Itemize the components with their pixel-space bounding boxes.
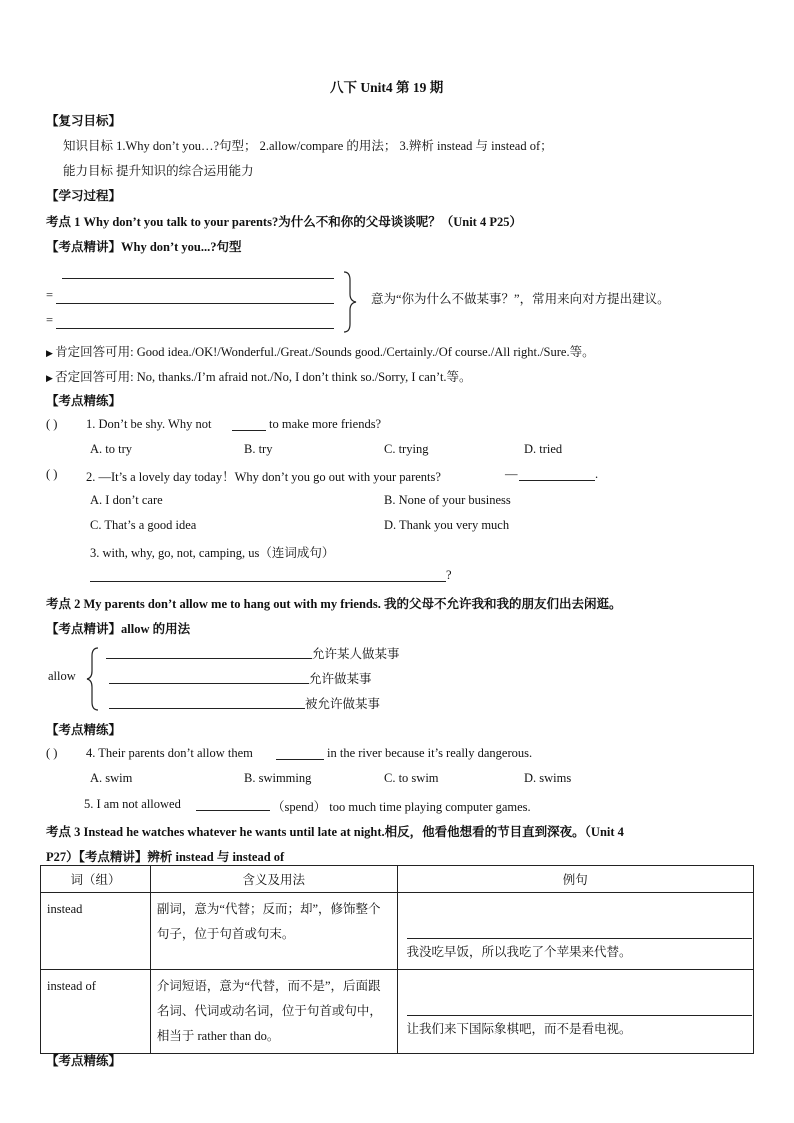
q4-answer-paren[interactable]: ( )	[46, 746, 58, 760]
q1-stem-a: 1. Don’t be shy. Why not	[86, 417, 212, 431]
sentence-blank-2[interactable]	[56, 303, 334, 304]
q3-stem: 3. with, why, go, not, camping, us（连词成句）	[90, 546, 335, 560]
allow-word: allow	[48, 669, 76, 683]
q5-stem-a: 5. I am not allowed	[84, 797, 181, 811]
row-instead-example: 我没吃早饭，所以我吃了个苹果来代替。	[406, 945, 632, 959]
row-instead-usage: 副词，意为“代替；反而；却”，修饰整个句子，位于句首或句末。	[150, 893, 397, 970]
q5-stem-b: （spend） too much time playing computer games.	[272, 800, 531, 814]
example-blank-2[interactable]	[407, 1015, 752, 1016]
allow-blank-2[interactable]	[109, 683, 309, 684]
right-brace-icon	[342, 270, 358, 334]
q3-qmark: ?	[446, 568, 452, 582]
allow-blank-1[interactable]	[106, 658, 312, 659]
allow-use-1: 允许某人做某事	[312, 647, 400, 661]
sentence-blank-3[interactable]	[56, 328, 334, 329]
allow-blank-3[interactable]	[109, 708, 305, 709]
q1-option-b: B. try	[244, 442, 273, 456]
row-insteadof-word: instead of	[41, 970, 151, 1054]
triangle-bullet-icon: ▶	[46, 348, 56, 358]
q2-option-a: A. I don’t care	[90, 493, 163, 507]
row-insteadof-usage: 介词短语，意为“代替，而不是”，后面跟名词、代词或动名词，位于句首或句中，相当于 rather than do。	[150, 970, 397, 1054]
page-title: 八下 Unit4 第 19 期	[330, 80, 444, 95]
example-blank-1[interactable]	[407, 938, 752, 939]
q1-answer-paren[interactable]: ( )	[46, 417, 58, 431]
header-word: 词（组）	[41, 866, 151, 893]
q4-option-c: C. to swim	[384, 771, 439, 785]
row-instead-example-cell	[397, 893, 753, 970]
q2-option-c: C. That’s a good idea	[90, 518, 197, 532]
practice-heading-3: 【考点精练】	[46, 1054, 122, 1068]
knowledge-goal: 知识目标 1.Why don’t you…?句型； 2.allow/compare 的用法； 3.辨析 instead 与 instead of；	[63, 139, 553, 153]
q2-option-d: D. Thank you very much	[384, 518, 510, 532]
q4-stem-a: 4. Their parents don’t allow them	[86, 746, 253, 760]
q4-blank[interactable]	[276, 759, 324, 760]
equals-sign-1: =	[46, 288, 54, 302]
header-usage: 含义及用法	[150, 866, 397, 893]
point2-subheading: 【考点精讲】allow 的用法	[46, 622, 191, 636]
row-insteadof-example-cell	[397, 970, 753, 1054]
q4-option-a: A. swim	[90, 771, 133, 785]
practice-heading-1: 【考点精练】	[46, 394, 122, 408]
row-instead-word: instead	[41, 893, 151, 970]
triangle-bullet-icon: ▶	[46, 373, 56, 383]
negative-text: 否定回答可用: No, thanks./I’m afraid not./No, I don’t think so./Sorry, I can’t.等。	[55, 370, 472, 384]
process-heading: 【学习过程】	[46, 189, 122, 203]
q2-stem: 2. —It’s a lovely day today！Why don’t you go out with your parents?	[86, 470, 441, 484]
why-dont-meaning: 意为“你为什么不做某事？”，常用来向对方提出建议。	[371, 292, 670, 306]
q3-blank[interactable]	[90, 581, 446, 582]
ability-goal: 能力目标 提升知识的综合运用能力	[63, 164, 254, 178]
header-example: 例句	[397, 866, 753, 893]
q2-blank[interactable]	[519, 480, 595, 481]
row-insteadof-example: 让我们来下国际象棋吧，而不是看电视。	[406, 1022, 632, 1036]
q5-blank[interactable]	[196, 810, 270, 811]
q1-option-c: C. trying	[384, 442, 429, 456]
allow-use-3: 被允许做某事	[305, 697, 381, 711]
equals-sign-2: =	[46, 313, 54, 327]
point1-subheading: 【考点精讲】Why don’t you...?句型	[46, 240, 242, 254]
q2-period: .	[595, 467, 599, 481]
q2-option-b: B. None of your business	[384, 493, 511, 507]
allow-use-2: 允许做某事	[309, 672, 372, 686]
point3-heading-line2: P27）【考点精讲】辨析 instead 与 instead of	[46, 850, 285, 864]
table-row	[41, 893, 754, 970]
table-row	[41, 970, 754, 1054]
q2-dash: —	[505, 467, 518, 481]
sentence-blank-1[interactable]	[62, 278, 334, 279]
q4-stem-b: in the river because it’s really dangerous.	[327, 746, 533, 760]
comparison-table	[40, 865, 754, 1054]
q4-option-d: D. swims	[524, 771, 572, 785]
affirmative-text: 肯定回答可用: Good idea./OK!/Wonderful./Great./Sounds good./Certainly./Of course./All right./Sure.等。	[55, 345, 595, 359]
affirmative-answers	[46, 342, 595, 360]
point2-heading: 考点 2 My parents don’t allow me to hang out with my friends. 我的父母不允许我和我的朋友们出去闲逛。	[46, 597, 622, 611]
q4-option-b: B. swimming	[244, 771, 312, 785]
q1-blank[interactable]	[232, 430, 266, 431]
q1-option-a: A. to try	[90, 442, 133, 456]
q1-option-d: D. tried	[524, 442, 563, 456]
q1-stem-b: to make more friends?	[269, 417, 382, 431]
practice-heading-2: 【考点精练】	[46, 723, 122, 737]
review-heading: 【复习目标】	[46, 114, 122, 128]
left-brace-icon	[86, 646, 100, 712]
point1-heading: 考点 1 Why don’t you talk to your parents?为什么不和你的父母谈谈呢？（Unit 4 P25）	[46, 215, 522, 229]
negative-answers	[46, 367, 472, 385]
point3-heading-line1: 考点 3 Instead he watches whatever he wants until late at night.相反，他看他想看的节目直到深夜。（Unit 4	[46, 825, 624, 839]
table-header-row	[41, 866, 754, 893]
q2-answer-paren[interactable]: ( )	[46, 467, 58, 481]
